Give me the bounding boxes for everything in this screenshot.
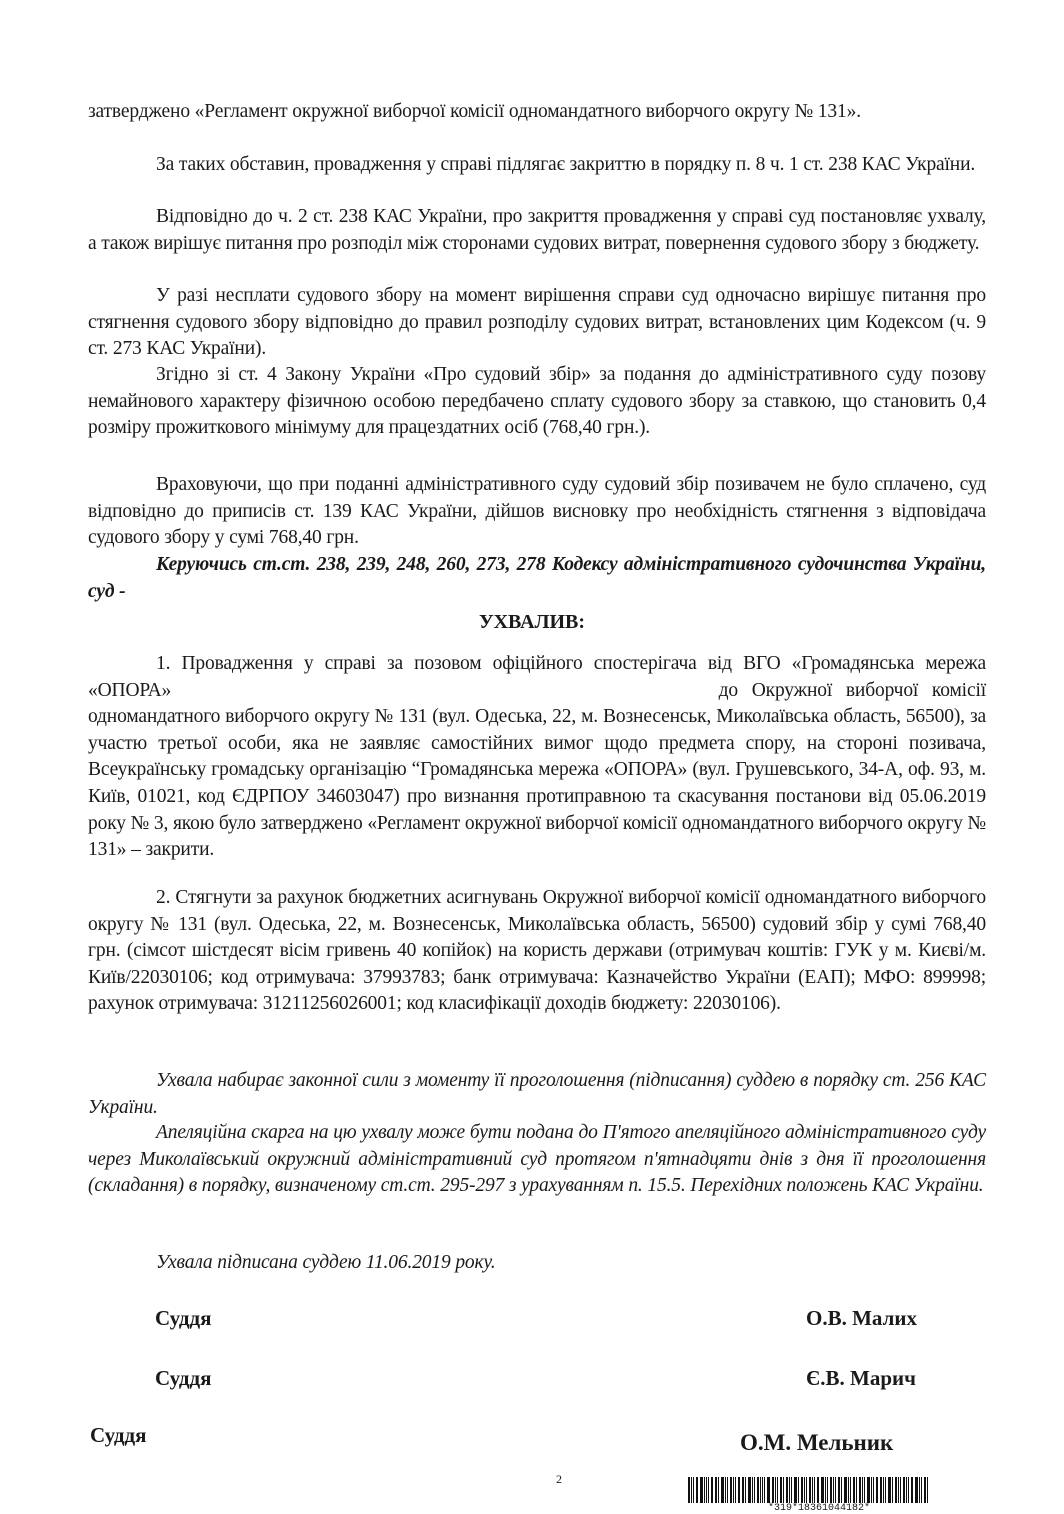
barcode-bar: [708, 1477, 709, 1503]
barcode-bar: [841, 1477, 842, 1503]
barcode-bar: [772, 1477, 774, 1503]
barcode-bar: [718, 1477, 719, 1503]
barcode-bar: [704, 1477, 705, 1503]
barcode-bar: [745, 1477, 746, 1503]
barcode-bar: [791, 1477, 792, 1503]
page-number: 2: [556, 1472, 562, 1486]
barcode-bar: [885, 1477, 886, 1503]
barcode-bar: [809, 1477, 811, 1503]
barcode-bar: [817, 1477, 819, 1503]
barcode-bar: [742, 1477, 744, 1503]
barcode-bar: [867, 1477, 870, 1503]
signature-name-1: О.В. Малих: [806, 1306, 917, 1330]
barcode-bar: [754, 1477, 755, 1503]
barcode-bar: [900, 1477, 901, 1503]
barcode-bar: [853, 1477, 855, 1503]
signature-name-3: О.М. Мельник: [740, 1430, 894, 1455]
barcode-bar: [921, 1477, 922, 1503]
barcode-bar: [903, 1477, 905, 1503]
barcode-bar: [812, 1477, 813, 1503]
barcode-bar: [760, 1477, 761, 1503]
barcode-bar: [775, 1477, 776, 1503]
barcode-bar: [733, 1477, 734, 1503]
barcode-bar: [911, 1477, 913, 1503]
paragraph-closure-grounds: За таких обставин, провадження у справі підлягає закриттю в порядку п. 8 ч. 1 ст. 238 КАС України.: [156, 154, 976, 175]
paragraph-fee-conclusion: Враховуючи, що при поданні адміністративного суду судовий збір позивачем не було сплачено, суд відповідно до приписів ст. 139 КАС України, дійшов висновку про необхідність стягнення з відповідача судового збору у сумі 768,40 грн.: [88, 474, 986, 549]
barcode-bar: [804, 1477, 805, 1503]
paragraph-legal-basis: Керуючись ст.ст. 238, 239, 248, 260, 273, 278 Кодексу адміністративного судочинства України, суд -: [88, 554, 986, 602]
barcode-bar: [864, 1477, 865, 1503]
closing-effect: Ухвала набирає законної сили з моменту її проголошення (підписання) суддею в порядку ст. 256 КАС України.: [88, 1070, 986, 1118]
barcode-caption: *319*18361044182*: [768, 1503, 871, 1514]
signature-label-1: Суддя: [155, 1306, 212, 1330]
barcode-bar: [844, 1477, 847, 1503]
barcode-bar: [794, 1477, 797, 1503]
barcode-bar: [924, 1477, 926, 1503]
resolution-heading: УХВАЛИВ:: [478, 611, 586, 633]
barcode-bar: [892, 1477, 893, 1503]
barcode-icon: [688, 1477, 976, 1503]
barcode-bar: [764, 1477, 765, 1503]
barcode-bar: [859, 1477, 861, 1503]
barcode-bar: [786, 1477, 788, 1503]
barcode-bar: [738, 1477, 740, 1503]
barcode-bar: [898, 1477, 899, 1503]
barcode-bar: [856, 1477, 857, 1503]
barcode-bar: [752, 1477, 753, 1503]
barcode-bar: [801, 1477, 803, 1503]
barcode-bar: [830, 1477, 832, 1503]
barcode-bar: [873, 1477, 874, 1503]
barcode-bar: [696, 1477, 698, 1503]
barcode-bar: [908, 1477, 909, 1503]
barcode-bar: [821, 1477, 824, 1503]
barcode-bar: [906, 1477, 907, 1503]
barcode-bar: [880, 1477, 882, 1503]
barcode-bar: [730, 1477, 732, 1503]
barcode-bar: [693, 1477, 694, 1503]
barcode-bar: [748, 1477, 751, 1503]
barcode-bar: [767, 1477, 770, 1503]
barcode-bar: [883, 1477, 884, 1503]
barcode-bar: [827, 1477, 828, 1503]
closing-appeal: Апеляційна скарга на цю ухвалу може бути подана до П'ятого апеляційного адміністративного суду через Миколаївський окружний адміністративний суд протягом п'ятнадцяти днів з дня її проголошення (складання) в порядку, визначеному ст.ст. 295-297 з урахуванням п. 15.5. Перехідних положень КАС України.: [88, 1122, 986, 1197]
barcode-bar: [871, 1477, 872, 1503]
barcode-bar: [888, 1477, 891, 1503]
barcode-bar: [814, 1477, 815, 1503]
barcode-bar: [721, 1477, 724, 1503]
barcode-bar: [850, 1477, 851, 1503]
barcode-bar: [876, 1477, 878, 1503]
resolution-item-2: 2. Стягнути за рахунок бюджетних асигнувань Окружної виборчої комісії одномандатного виборчого округу № 131 (вул. Одеська, 22, м. Вознесенськ, Миколаївська область, 56500) судовий збір у сумі 768,40 грн. (сімсот шістдесят вісім гривень 40 копійок) на користь держави (отримувач коштів: ГУК у м. Києві/м. Київ/22030106; код отримувача: 37993783; банк отримувача: Казначейство України (ЕАП); МФО: 899998; рахунок отримувача: 31211256026001; код класифікації доходів бюджету: 22030106).: [88, 887, 986, 1015]
barcode-bar: [806, 1477, 807, 1503]
barcode-bar: [725, 1477, 726, 1503]
barcode-bar: [848, 1477, 849, 1503]
barcode-bar: [798, 1477, 799, 1503]
barcode-bar: [757, 1477, 759, 1503]
resolution-item-1: [88, 651, 986, 864]
barcode-bar: [895, 1477, 897, 1503]
barcode-bar: [735, 1477, 736, 1503]
paragraph-unpaid-fee: У разі несплати судового збору на момент вирішення справи суд одночасно вирішує питання про стягнення судового збору відповідно до правил розподілу судових витрат, встановлених цим Кодексом (ч. 9 ст. 273 КАС України).: [88, 285, 986, 360]
barcode-bar: [715, 1477, 717, 1503]
barcode-bar: [706, 1477, 707, 1503]
barcode-bar: [727, 1477, 728, 1503]
barcode-bar: [762, 1477, 763, 1503]
paragraph-continuation: затверджено «Регламент окружної виборчої комісії одномандатного виборчого округу № 131».: [88, 101, 861, 122]
barcode-bar: [777, 1477, 778, 1503]
paragraph-fee-law: Згідно зі ст. 4 Закону України «Про судовий збір» за подання до адміністративного суду позову немайнового характеру фізичною особою передбачено сплату судового збору за ставкою, що становить 0,4 розміру прожиткового мінімуму для працездатних осіб (768,40 грн.).: [88, 364, 986, 439]
signature-name-2: Є.В. Марич: [806, 1366, 916, 1390]
resolution-item-1-end: до Окружної виборчої комісії одномандатного виборчого округу № 131 (вул. Одеська, 22, м. Вознесенськ, Миколаївська область, 56500), за участю третьої особи, яка не заявляє самостійних вимог щодо предмета спору, на стороні позивача, Всеукраїнську громадську організацію “Громадянська мережа «ОПОРА» (вул. Грушевського, 34-А, оф. 93, м. Київ, 01021, код ЄДРПОУ 34603047) про визнання протиправною та скасування постанови від 05.06.2019 року № 3, якою було затверджено «Регламент окружної виборчої комісії одномандатного виборчого округу № 131» – закрити.: [88, 679, 986, 861]
paragraph-procedure: Відповідно до ч. 2 ст. 238 КАС України, про закриття провадження у справі суд постановляє ухвалу, а також вирішує питання про розподіл між сторонами судових витрат, повернення судового збору з бюджету.: [88, 206, 986, 254]
barcode-bar: [783, 1477, 784, 1503]
barcode-bar: [833, 1477, 834, 1503]
closing-signed-date: Ухвала підписана суддею 11.06.2019 року.: [156, 1252, 496, 1273]
barcode-bar: [919, 1477, 920, 1503]
barcode-bar: [691, 1477, 692, 1503]
resolution-item-1-start: 1. Провадження у справі за позовом офіційного спостерігача від ВГО «Громадянська мережа «ОПОРА»: [88, 653, 986, 701]
barcode-bar: [780, 1477, 782, 1503]
barcode-bar: [927, 1477, 928, 1503]
barcode-bar: [700, 1477, 703, 1503]
barcode-bar: [789, 1477, 790, 1503]
signature-label-2: Суддя: [155, 1366, 212, 1390]
barcode-bar: [862, 1477, 863, 1503]
signature-label-3: Суддя: [90, 1423, 147, 1447]
barcode-bar: [915, 1477, 918, 1503]
barcode-bar: [711, 1477, 713, 1503]
barcode-bar: [688, 1477, 690, 1503]
barcode-bar: [838, 1477, 840, 1503]
barcode-bar: [825, 1477, 826, 1503]
barcode-bar: [835, 1477, 836, 1503]
